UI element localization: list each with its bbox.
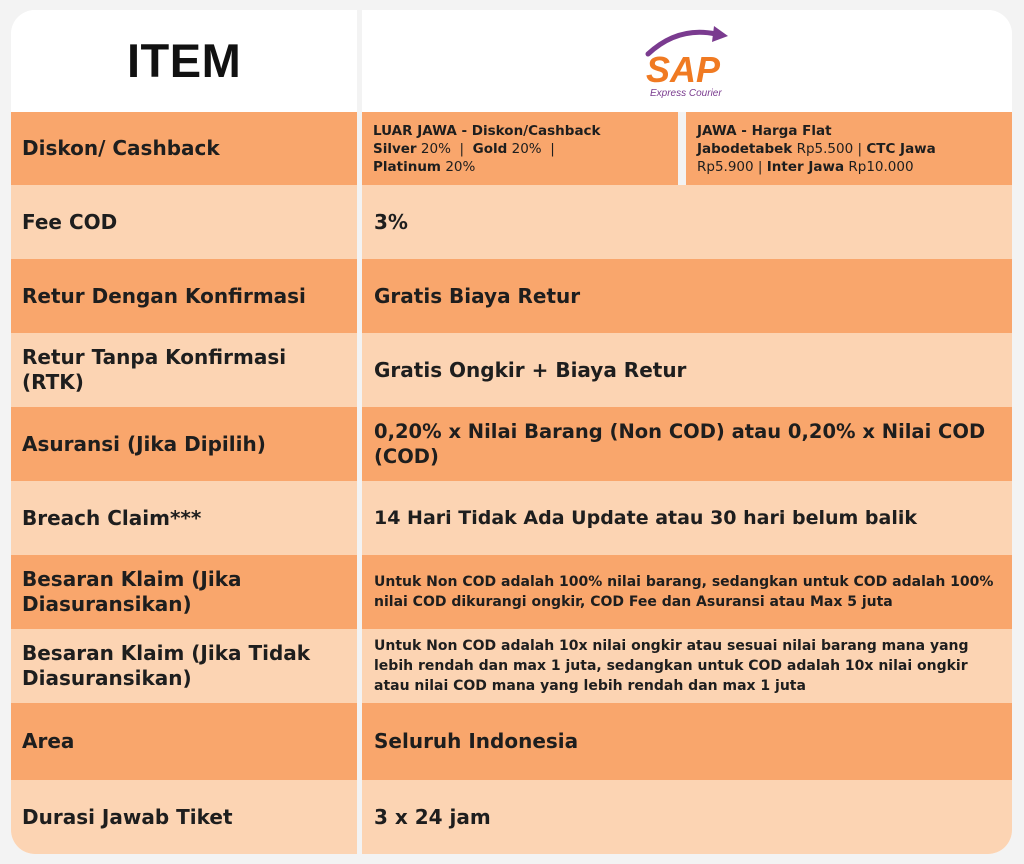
jabodetabek-label: Jabodetabek — [697, 141, 793, 157]
row-value-asuransi — [362, 407, 1012, 481]
row-label-area — [11, 703, 357, 780]
sap-header — [362, 10, 1012, 112]
row-label-retur-konfirmasi — [11, 259, 357, 333]
row-value-klaim-tidak-diasuransikan — [362, 629, 1012, 703]
separator: | — [857, 141, 863, 157]
inter-jawa-label: Inter Jawa — [766, 159, 845, 175]
row-label-text: Besaran Klaim (Jika Diasuransikan) — [22, 567, 242, 616]
gold-label: Gold — [472, 141, 508, 157]
logo-subtext: Express Courier — [650, 88, 722, 99]
row-label-text: Breach Claim*** — [22, 505, 202, 530]
row-label-rtk — [11, 333, 357, 407]
row-value-area — [362, 703, 1012, 780]
row-value-retur-konfirmasi — [362, 259, 1012, 333]
row-value-fee-cod — [362, 185, 1012, 259]
item-column — [11, 10, 357, 854]
row-value-durasi-tiket — [362, 780, 1012, 854]
discount-split-row — [362, 112, 1012, 185]
ctc-value: Rp5.900 — [697, 159, 754, 175]
discount-luar-jawa — [362, 112, 678, 185]
separator: | — [550, 141, 555, 157]
inter-jawa-value: Rp10.000 — [848, 159, 914, 175]
separator: | — [757, 159, 763, 175]
item-header — [11, 10, 357, 112]
row-value-text: 3 x 24 jam — [374, 804, 491, 829]
row-value-rtk — [362, 333, 1012, 407]
row-label-breach-claim — [11, 481, 357, 555]
row-label-diskon — [11, 112, 357, 185]
row-label-text: Area — [22, 729, 75, 753]
silver-value: 20% — [420, 141, 451, 157]
row-label-text: Besaran Klaim (Jika Tidak Diasuransikan) — [22, 641, 311, 690]
gold-value: 20% — [511, 141, 542, 157]
luar-jawa-title: LUAR JAWA - Diskon/Cashback — [373, 123, 601, 139]
row-label-text: Diskon/ Cashback — [22, 136, 220, 160]
row-label-text: Asuransi (Jika Dipilih) — [22, 431, 266, 456]
sap-logo-icon — [638, 24, 738, 104]
row-value-text: Seluruh Indonesia — [374, 729, 579, 753]
sap-column — [362, 10, 1012, 854]
discount-jawa — [686, 112, 1012, 185]
row-label-text: Retur Dengan Konfirmasi — [22, 283, 306, 308]
row-value-breach-claim — [362, 481, 1012, 555]
row-label-asuransi — [11, 407, 357, 481]
row-value-text: 3% — [374, 209, 408, 234]
ctc-label: CTC Jawa — [866, 141, 936, 157]
row-label-durasi-tiket — [11, 780, 357, 854]
row-label-klaim-tidak-diasuransikan — [11, 629, 357, 703]
jabodetabek-value: Rp5.500 — [796, 141, 854, 157]
separator: | — [459, 141, 465, 157]
row-label-text: Durasi Jawab Tiket — [22, 804, 233, 829]
row-label-klaim-diasuransikan — [11, 555, 357, 629]
platinum-value: 20% — [445, 159, 476, 175]
jawa-title: JAWA - Harga Flat — [697, 123, 832, 139]
row-value-klaim-diasuransikan — [362, 555, 1012, 629]
row-value-text: 0,20% x Nilai Barang (Non COD) atau 0,20% x Nilai COD (COD) — [374, 420, 986, 468]
row-value-text: Untuk Non COD adalah 10x nilai ongkir atau sesuai nilai barang mana yang lebih rendah dan max 1 juta, sedangkan untuk COD adalah 10x nilai ongkir atau nilai COD mana yang lebih rendah dan max 1 juta — [374, 638, 969, 694]
row-value-text: 14 Hari Tidak Ada Update atau 30 hari belum balik — [374, 506, 917, 529]
row-value-text: Gratis Ongkir + Biaya Retur — [374, 357, 687, 382]
row-label-text: Fee COD — [22, 209, 118, 234]
silver-label: Silver — [373, 141, 417, 157]
item-header-title: ITEM — [127, 33, 242, 87]
platinum-label: Platinum — [373, 159, 442, 175]
row-label-text: Retur Tanpa Konfirmasi (RTK) — [22, 345, 287, 394]
logo-text: SAP — [646, 49, 721, 90]
row-label-fee-cod — [11, 185, 357, 259]
row-value-text: Untuk Non COD adalah 100% nilai barang, sedangkan untuk COD adalah 100% nilai COD dikurangi ongkir, COD Fee dan Asuransi atau Max 5 juta — [374, 574, 994, 610]
row-value-text: Gratis Biaya Retur — [374, 283, 581, 308]
